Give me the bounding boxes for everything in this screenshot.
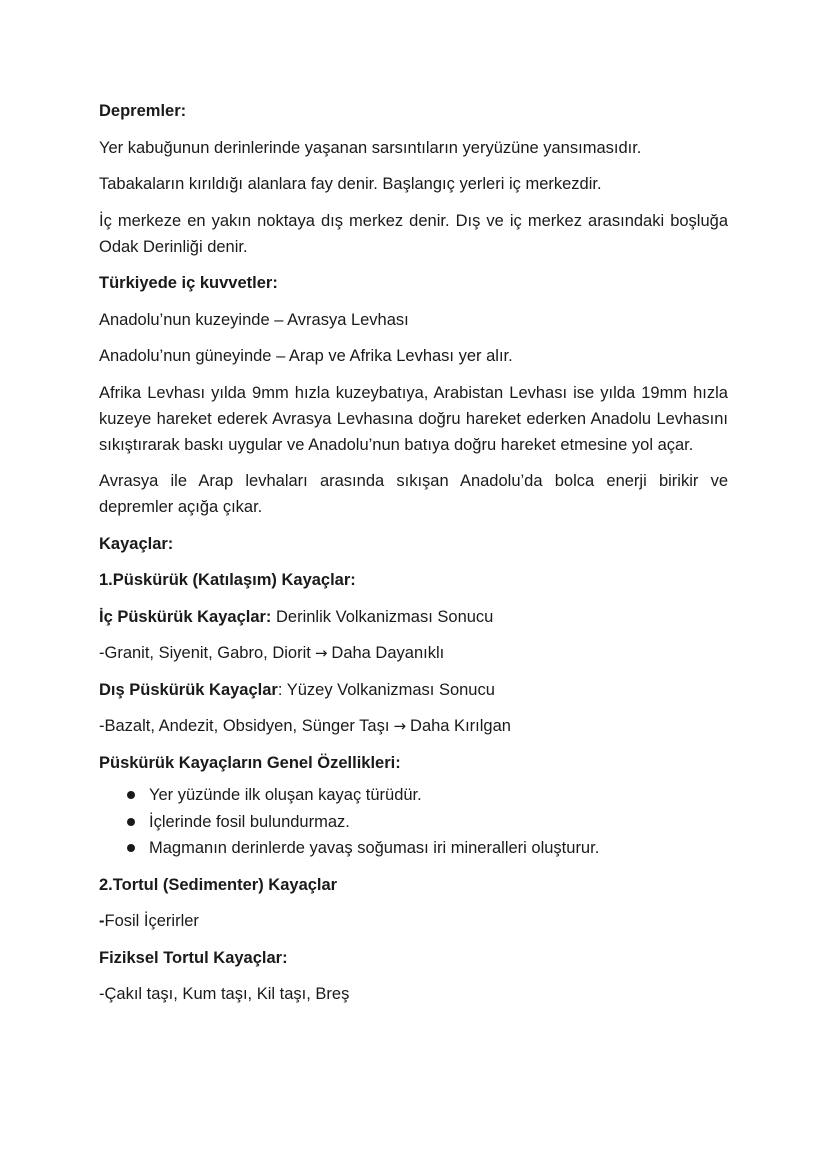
dis-puskuruk-line [99,677,728,703]
paragraph-guney: Anadolu’nun güneyinde – Arap ve Afrika Levhası yer alır. [99,347,513,365]
dis-puskuruk-result: Daha Kırılgan [410,717,511,735]
ic-puskuruk-examples [99,640,728,666]
list-item: İçlerinde fosil bulundurmaz. [127,809,728,836]
bullet-icon [127,844,135,852]
heading-tortul: 2.Tortul (Sedimenter) Kayaçlar [99,875,338,894]
document-body [99,98,728,1018]
ic-puskuruk-label: İç Püskürük Kayaçlar: [99,607,272,626]
paragraph-kuzey: Anadolu’nun kuzeyinde – Avrasya Levhası [99,310,409,329]
paragraph-deprem-tanim: Yer kabuğunun derinlerinde yaşanan sarsıntıların yeryüzüne yansımasıdır. [99,138,642,157]
heading-ic-kuvvetler: Türkiyede iç kuvvetler: [99,274,278,292]
dis-puskuruk-text: : Yüzey Volkanizması Sonucu [277,680,495,699]
list-item: Yer yüzünde ilk oluşan kayaç türüdür. [127,782,728,809]
paragraph-enerji: Avrasya ile Arap levhaları arasında sıkışan Anadolu’da bolca enerji birikir ve depremler açığa çıkar. [99,472,728,516]
fosil-dash: - [99,912,105,930]
ic-puskuruk-result: Daha Dayanıklı [331,644,445,662]
heading-fiziksel-tortul: Fiziksel Tortul Kayaçlar: [99,948,288,967]
ic-puskuruk-list: -Granit, Siyenit, Gabro, Diorit [99,644,311,662]
bullet-list [99,782,728,862]
paragraph-levha-hareket: Afrika Levhası yılda 9mm hızla kuzeybatıya, Arabistan Levhası ise yılda 19mm hızla kuzeye hareket ederek Avrasya Levhasına doğru hareket ederken Anadolu Levhasını sıkıştırarak baskı uygular ve Anadolu’nun batıya doğru hareket etmesine yol açar. [99,383,728,454]
tortul-fosil-line [99,908,728,934]
heading-genel-ozellikler: Püskürük Kayaçların Genel Özellikleri: [99,753,401,772]
ic-puskuruk-line [99,604,728,630]
dis-puskuruk-list: -Bazalt, Andezit, Obsidyen, Sünger Taşı [99,717,390,735]
fosil-text: Fosil İçerirler [104,912,199,930]
heading-kayaclar: Kayaçlar: [99,534,174,553]
list-item: Magmanın derinlerde yavaş soğuması iri mineralleri oluşturur. [127,835,728,862]
fiziksel-tortul-examples: -Çakıl taşı, Kum taşı, Kil taşı, Breş [99,985,350,1003]
heading-depremler: Depremler: [99,102,187,120]
ic-puskuruk-text: Derinlik Volkanizması Sonucu [271,607,494,626]
bullet-icon [127,791,135,799]
right-arrow-icon: → [314,644,328,662]
paragraph-fay: Tabakaların kırıldığı alanlara fay denir. Başlangıç yerleri iç merkezdir. [99,175,602,193]
bullet-icon [127,818,135,826]
dis-puskuruk-examples [99,713,728,739]
heading-puskuruk: 1.Püskürük (Katılaşım) Kayaçlar: [99,571,356,589]
paragraph-dis-merkez: İç merkeze en yakın noktaya dış merkez denir. Dış ve iç merkez arasındaki boşluğa Odak Derinliği denir. [99,211,728,256]
right-arrow-icon: → [393,717,407,735]
dis-puskuruk-label: Dış Püskürük Kayaçlar [99,680,278,699]
